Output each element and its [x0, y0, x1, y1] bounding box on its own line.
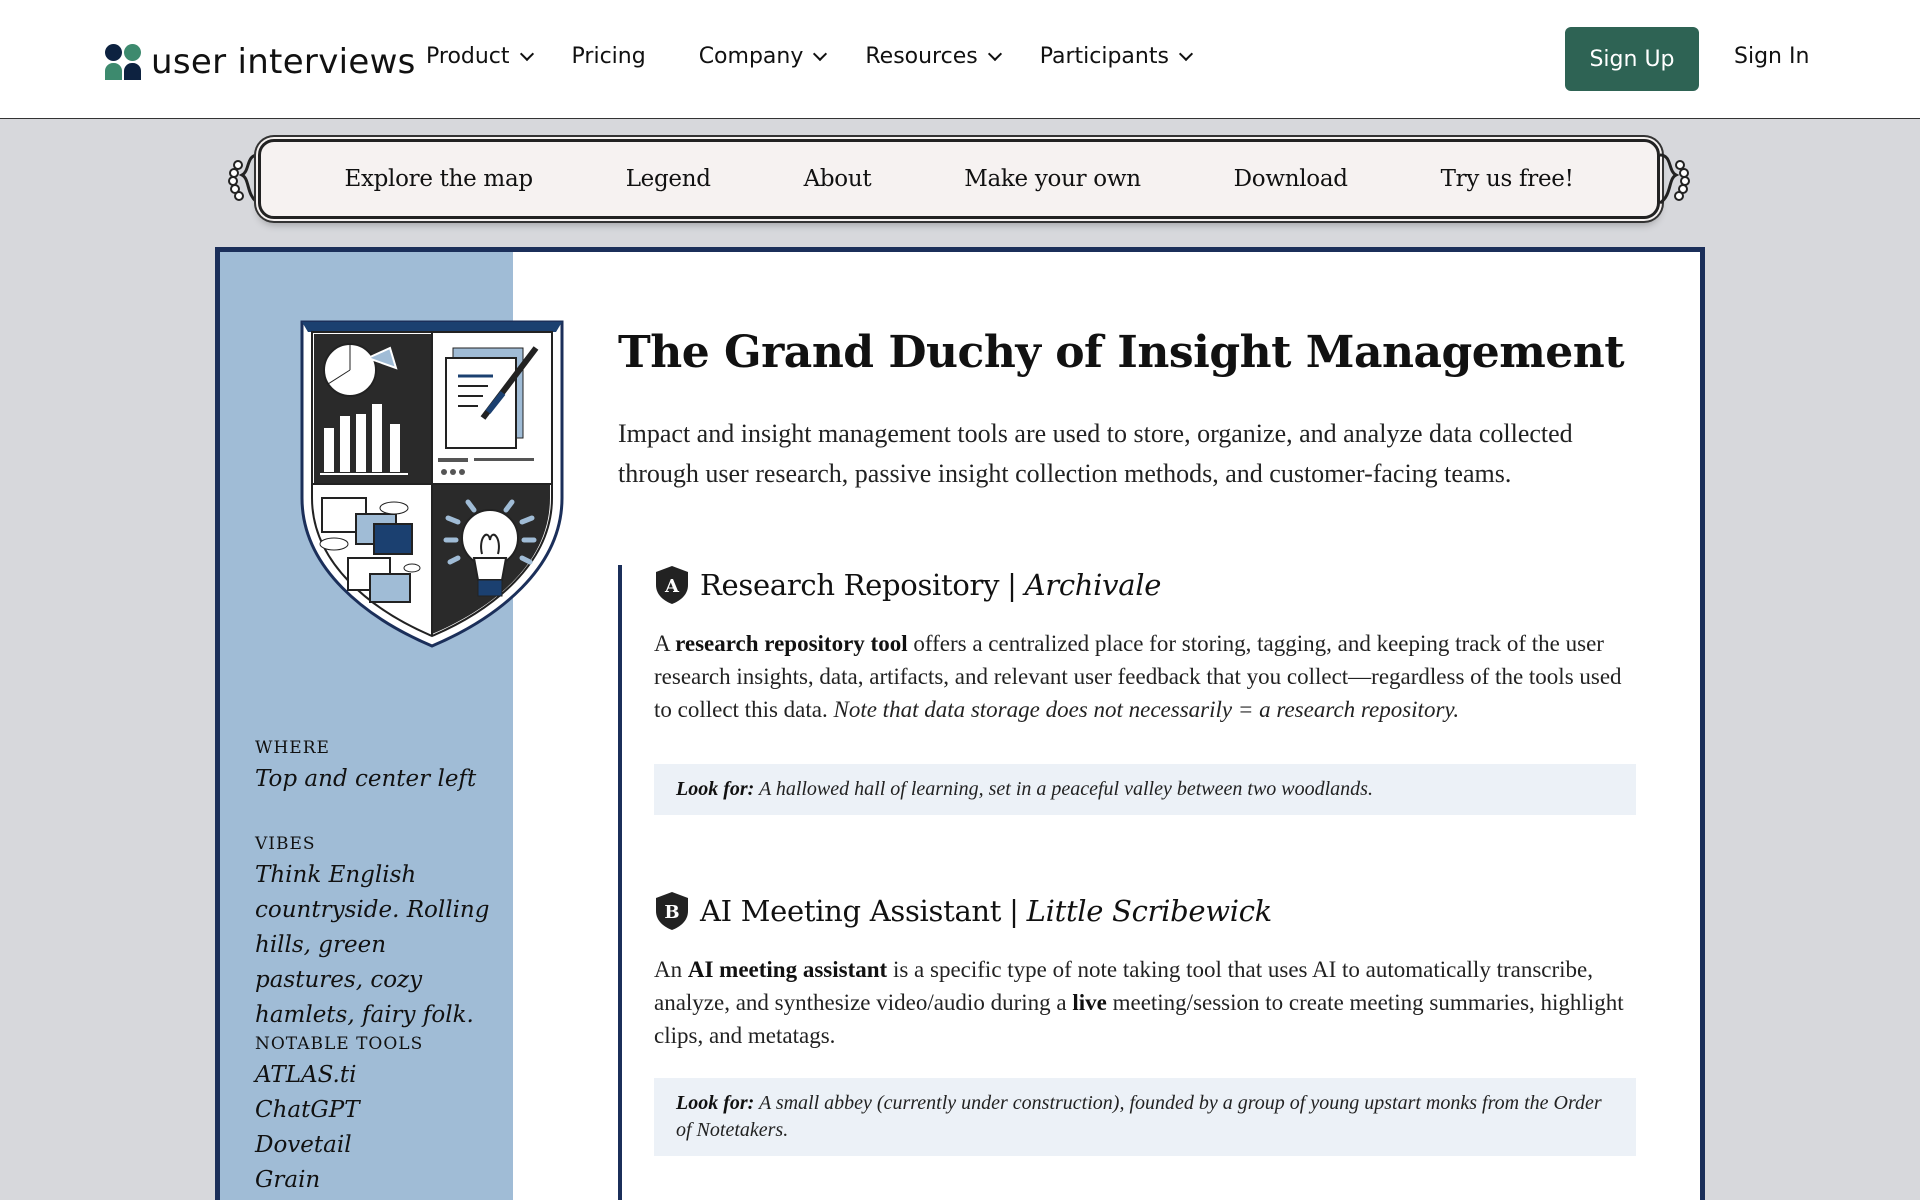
top-navigation: [0, 0, 1920, 119]
section-title: [700, 568, 1161, 602]
chevron-down-icon: [519, 46, 533, 60]
scroll-banner-nav: [228, 133, 1690, 225]
shield-b-icon: [654, 891, 690, 931]
banner-download[interactable]: Download: [1233, 166, 1348, 192]
notable-tools-label: NOTABLE TOOLS: [255, 1034, 424, 1054]
tool-item[interactable]: ATLAS.ti: [255, 1062, 357, 1088]
nav-product-label: Product: [426, 44, 510, 69]
banner-try-free[interactable]: Try us free!: [1440, 166, 1574, 192]
chevron-down-icon: [813, 46, 827, 60]
section-category: Research Repository: [700, 568, 1000, 602]
nav-company-label: Company: [698, 44, 804, 69]
scroll-ornament-left-icon: [228, 151, 262, 207]
region-content: [618, 252, 1700, 1200]
banner-legend[interactable]: Legend: [625, 166, 711, 192]
logo-text: user interviews: [151, 42, 416, 82]
chevron-down-icon: [1179, 46, 1193, 60]
vibes-section: [255, 834, 495, 1033]
title-separator: |: [1007, 568, 1017, 602]
notable-tools-section: [255, 1034, 423, 1198]
nav-product[interactable]: [426, 44, 532, 69]
section-research-repository: [654, 565, 1636, 815]
page-title: The Grand Duchy of Insight Management: [618, 327, 1625, 378]
nav-pricing-label: Pricing: [571, 44, 646, 69]
main-nav: [426, 44, 1191, 69]
banner-explore-map[interactable]: Explore the map: [344, 166, 533, 192]
section-place: Archivale: [1024, 568, 1162, 602]
nav-company[interactable]: [699, 44, 826, 69]
sign-up-button[interactable]: Sign Up: [1565, 27, 1699, 91]
section-title: [700, 894, 1272, 928]
sign-in-link[interactable]: Sign In: [1734, 44, 1810, 69]
title-separator: |: [1009, 894, 1019, 928]
crest-shield-icon: [298, 318, 566, 648]
vibes-label: VIBES: [255, 834, 316, 854]
tool-item[interactable]: ChatGPT: [255, 1097, 360, 1123]
look-for-callout: Look for: A hallowed hall of learning, set in a peaceful valley between two woodlands.: [654, 764, 1636, 815]
section-place: Little Scribewick: [1026, 894, 1272, 928]
banner-about[interactable]: About: [803, 166, 872, 192]
where-label: WHERE: [255, 738, 330, 758]
section-category: AI Meeting Assistant: [700, 894, 1002, 928]
nav-participants[interactable]: [1040, 44, 1191, 69]
where-section: [255, 738, 476, 797]
vibes-value: Think English countryside. Rolling hills, green pastures, cozy hamlets, fairy folk.: [255, 862, 490, 1028]
shield-a-icon: [654, 565, 690, 605]
nav-resources-label: Resources: [865, 44, 978, 69]
section-description: A research repository tool offers a centralized place for storing, tagging, and keeping track of the user research insights, data, artifacts, and relevant user feedback that you collect—regardless of the tools used to collect this data. Note that data storage does not necessarily = a research repository.: [654, 631, 1622, 722]
tool-item[interactable]: Dovetail: [255, 1132, 352, 1158]
section-ai-meeting-assistant: [654, 891, 1636, 1156]
region-sidebar: [220, 252, 513, 1200]
scroll-ornament-right-icon: [1656, 151, 1690, 207]
where-value: Top and center left: [255, 766, 477, 792]
nav-pricing[interactable]: [572, 44, 646, 69]
sections-list: [618, 565, 1638, 1200]
nav-resources[interactable]: [865, 44, 999, 69]
look-for-callout: Look for: A small abbey (currently under construction), founded by a group of young upstart monks from the Order of Notetakers.: [654, 1078, 1636, 1156]
region-card: [215, 247, 1705, 1200]
chevron-down-icon: [988, 46, 1002, 60]
nav-participants-label: Participants: [1039, 44, 1169, 69]
svg-text:B: B: [664, 902, 680, 923]
section-description: An AI meeting assistant is a specific type of note taking tool that uses AI to automatically transcribe, analyze, and synthesize video/audio during a live meeting/session to create meeting summaries, highlight clips, and metatags.: [654, 957, 1624, 1048]
logo[interactable]: [105, 42, 416, 82]
tool-item[interactable]: Grain: [255, 1167, 321, 1193]
banner-make-your-own[interactable]: Make your own: [964, 166, 1141, 192]
svg-text:A: A: [665, 576, 679, 597]
intro-paragraph: Impact and insight management tools are used to store, organize, and analyze data collected through user research, passive insight collection methods, and customer-facing teams.: [618, 419, 1573, 488]
logo-mark-icon: [105, 44, 141, 80]
